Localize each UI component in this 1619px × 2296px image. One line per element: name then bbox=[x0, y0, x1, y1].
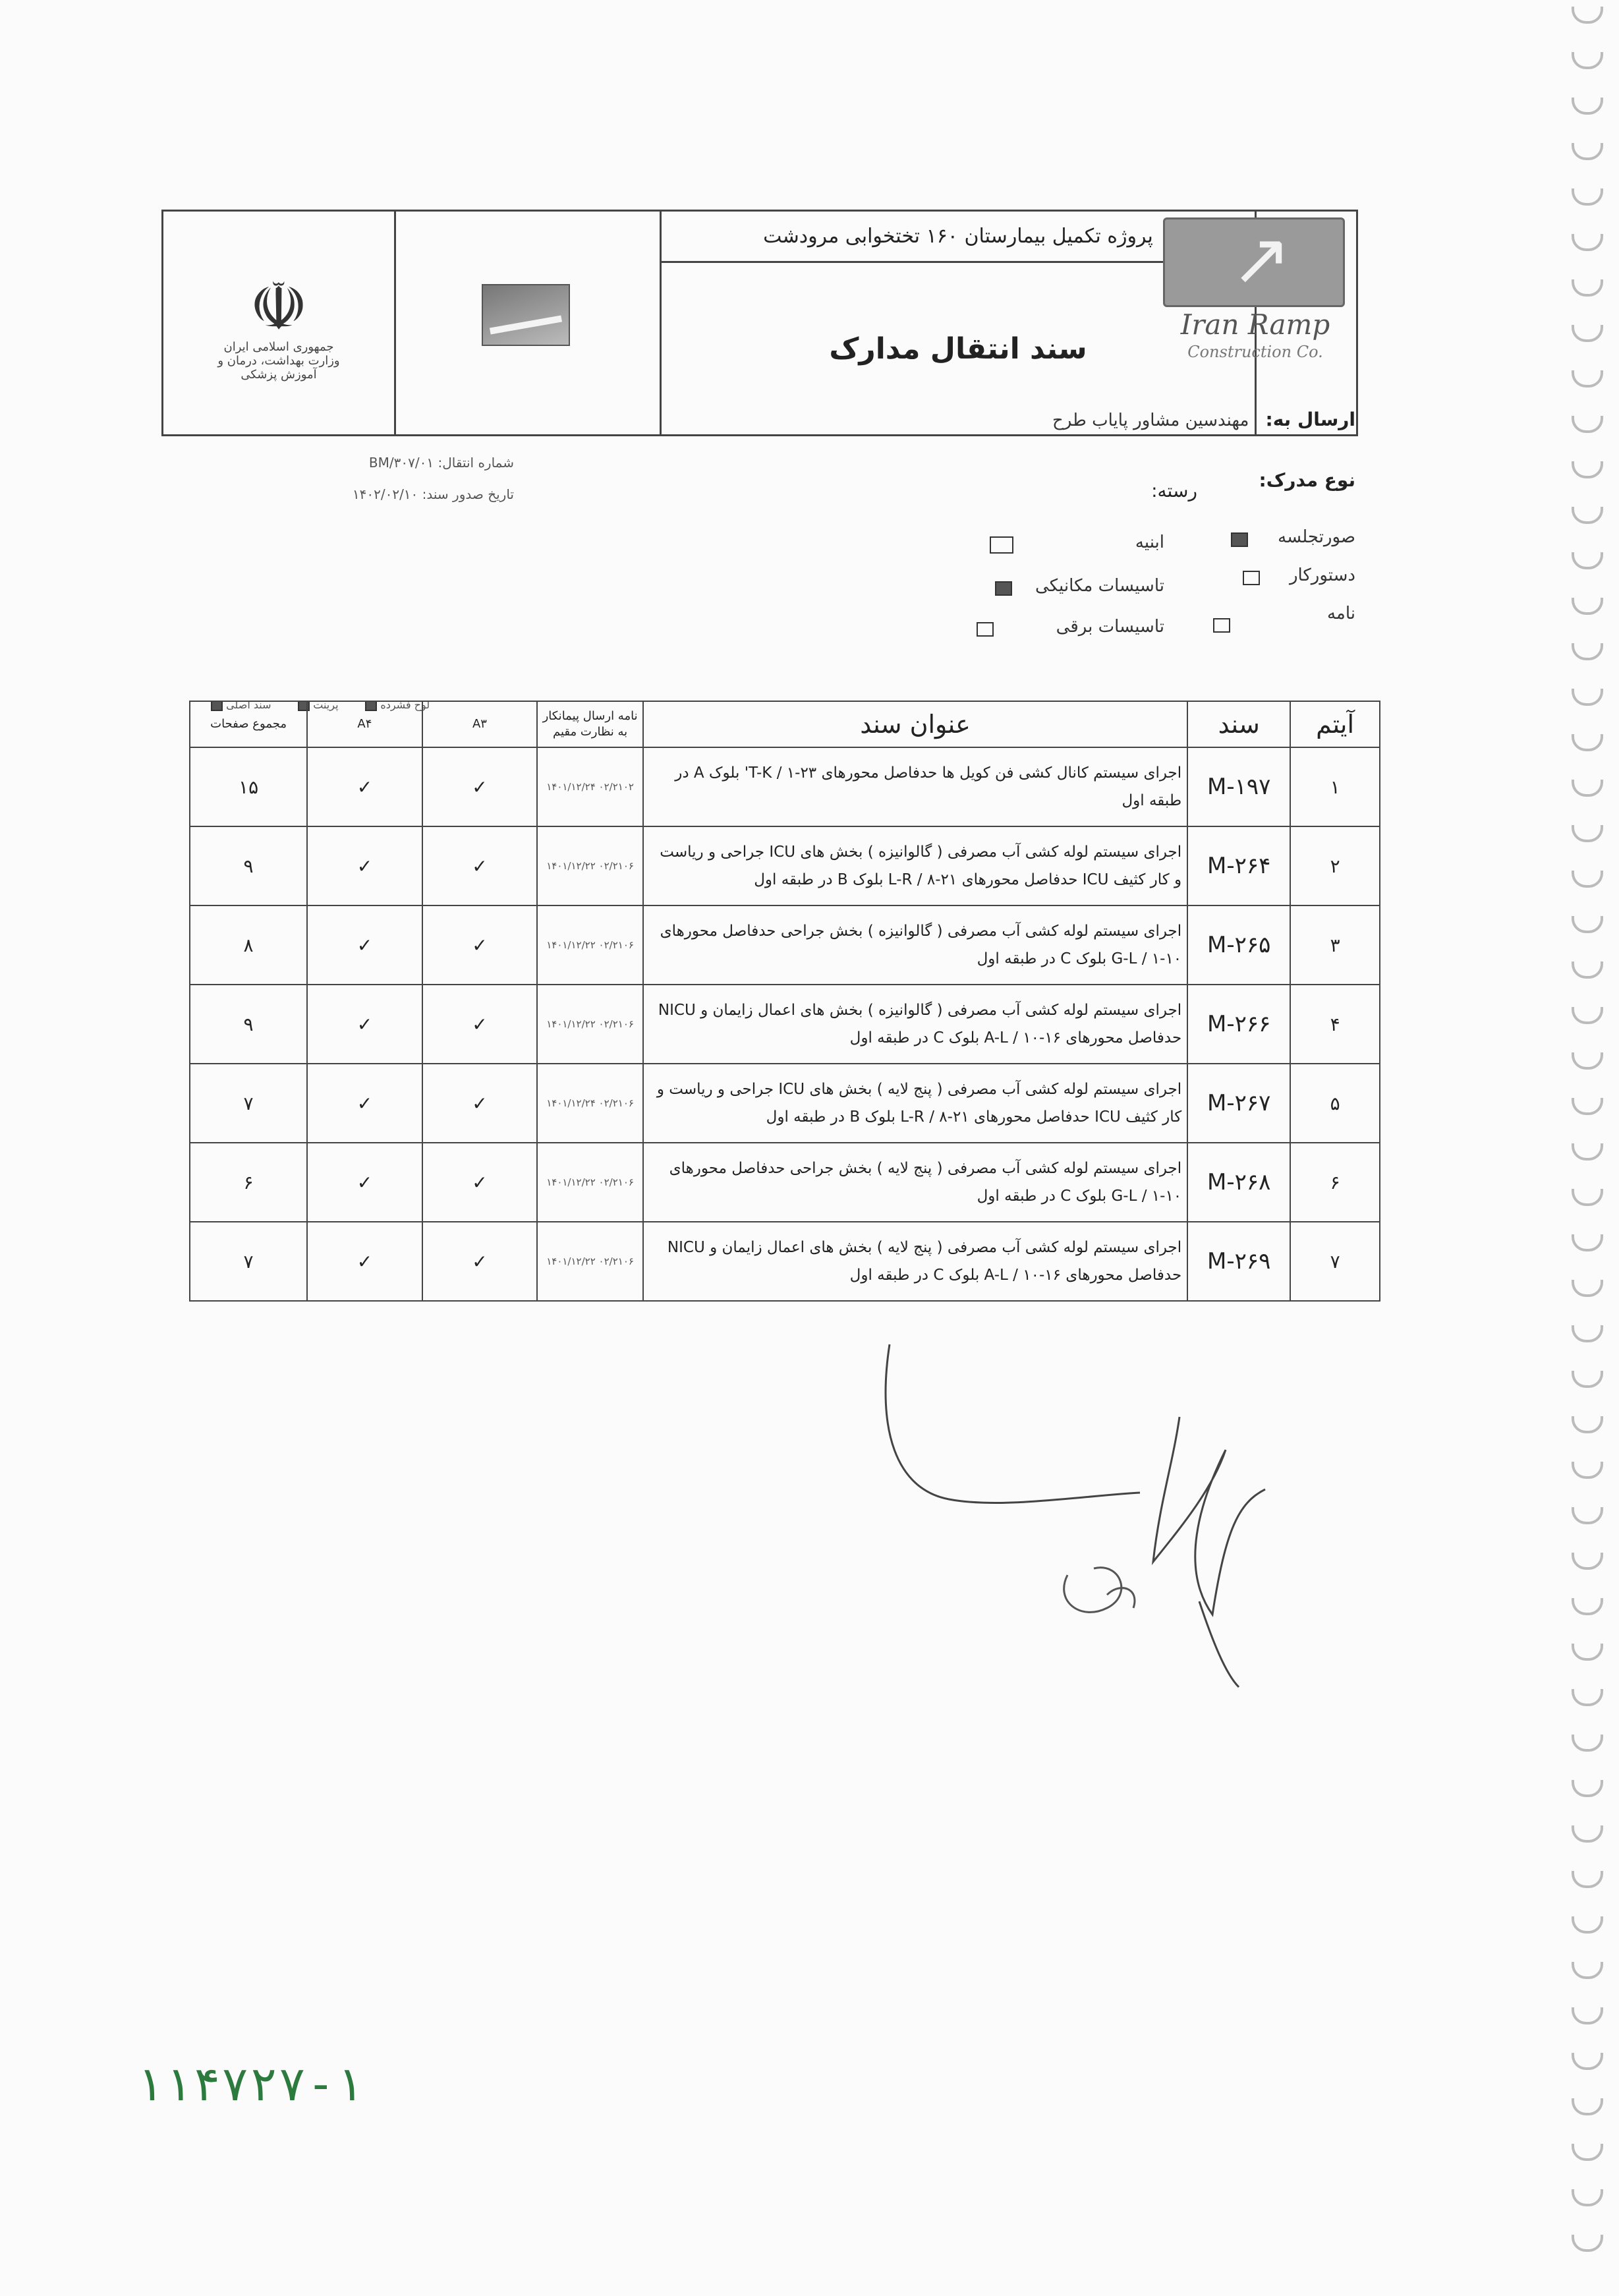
cell-a3: ✓ bbox=[422, 1143, 538, 1222]
cell-doc: M-۲۶۷ bbox=[1187, 1064, 1290, 1143]
cell-item: ۶ bbox=[1290, 1143, 1380, 1222]
header-title: عنوان سند bbox=[643, 701, 1187, 747]
binding-ring bbox=[1572, 370, 1603, 387]
discipline-options bbox=[874, 532, 1164, 658]
binding-ring bbox=[1572, 825, 1603, 842]
binding-ring bbox=[1572, 234, 1603, 251]
cell-pages: ۹ bbox=[190, 826, 307, 905]
cell-pages: ۷ bbox=[190, 1064, 307, 1143]
binding-ring bbox=[1572, 2053, 1603, 2070]
issue-date: تاریخ صدور سند: ۱۴۰۲/۰۲/۱۰ bbox=[352, 486, 514, 502]
table-row bbox=[190, 905, 1380, 985]
table-row bbox=[190, 1143, 1380, 1222]
legend-original: سند اصلی bbox=[226, 699, 271, 711]
cell-pages: ۶ bbox=[190, 1143, 307, 1222]
doc-type-option[interactable] bbox=[1210, 565, 1355, 604]
header-a3: A۳ bbox=[422, 701, 538, 747]
cell-a3: ✓ bbox=[422, 747, 538, 826]
binding-ring bbox=[1572, 961, 1603, 979]
header-item: آیتم bbox=[1290, 701, 1380, 747]
cell-doc: M-۲۶۵ bbox=[1187, 905, 1290, 985]
binding-ring bbox=[1572, 1689, 1603, 1706]
spacer bbox=[1210, 613, 1355, 639]
iran-ramp-logo-icon bbox=[1163, 217, 1345, 307]
binding-ring bbox=[1572, 1052, 1603, 1070]
cell-a4: ✓ bbox=[307, 905, 422, 985]
cell-letter: ۰۲/۲۱۰۶ ۱۴۰۱/۱۲/۲۲ bbox=[537, 905, 643, 985]
binding-ring bbox=[1572, 1598, 1603, 1615]
table-row bbox=[190, 985, 1380, 1064]
employer-logo-cell bbox=[396, 212, 662, 434]
cell-title: اجرای سیستم لوله کشی آب مصرفی ( پنج لایه ) بخش جراحی حدفاصل محورهای ۱۰-۱ / G-L بلوک C در طبقه اول bbox=[643, 1143, 1187, 1222]
legend-cd: لوح فشرده bbox=[380, 699, 430, 711]
cell-letter: ۰۲/۲۱۰۶ ۱۴۰۱/۱۲/۲۲ bbox=[537, 1222, 643, 1301]
binding-ring bbox=[1572, 2189, 1603, 2206]
cell-a4: ✓ bbox=[307, 826, 422, 905]
checkbox[interactable] bbox=[1243, 571, 1260, 585]
cell-item: ۳ bbox=[1290, 905, 1380, 985]
header-doc: سند bbox=[1187, 701, 1290, 747]
binding-ring bbox=[1572, 98, 1603, 115]
binding-ring bbox=[1572, 7, 1603, 24]
cell-title: اجرای سیستم لوله کشی آب مصرفی ( گالوانیزه ) بخش های ICU جراحی و ریاست و کار کثیف ICU حدفاصل محورهای ۲۱-۸ / L-R بلوک B در طبقه اول bbox=[643, 826, 1187, 905]
cell-title: اجرای سیستم لوله کشی آب مصرفی ( پنج لایه ) بخش های اعمال زایمان و NICU حدفاصل محورهای ۱۶-۱۰ / A-L بلوک C در طبقه اول bbox=[643, 1222, 1187, 1301]
binding-ring bbox=[1572, 1780, 1603, 1797]
send-to-row bbox=[1052, 409, 1355, 430]
binding-ring bbox=[1572, 1916, 1603, 1934]
cell-a3: ✓ bbox=[422, 985, 538, 1064]
discipline-option[interactable] bbox=[874, 617, 1164, 658]
cell-a4: ✓ bbox=[307, 747, 422, 826]
cell-a3: ✓ bbox=[422, 1222, 538, 1301]
binding-ring bbox=[1572, 1735, 1603, 1752]
company-sub: Construction Co. bbox=[1187, 343, 1323, 361]
table-row bbox=[190, 1064, 1380, 1143]
binding-ring bbox=[1572, 1234, 1603, 1251]
cell-letter: ۰۲/۲۱۰۶ ۱۴۰۱/۱۲/۲۲ bbox=[537, 1143, 643, 1222]
cell-letter: ۰۲/۲۱۰۶ ۱۴۰۱/۱۲/۲۲ bbox=[537, 826, 643, 905]
cell-a4: ✓ bbox=[307, 1064, 422, 1143]
cell-title: اجرای سیستم لوله کشی آب مصرفی ( پنج لایه ) بخش های ICU جراحی و ریاست و کار کثیف ICU حدفاصل محورهای ۲۱-۸ / L-R بلوک B در طبقه اول bbox=[643, 1064, 1187, 1143]
binding-ring bbox=[1572, 1007, 1603, 1024]
option-label: نامه bbox=[1326, 604, 1355, 623]
cell-letter: ۰۲/۲۱۰۶ ۱۴۰۱/۱۲/۲۲ bbox=[537, 985, 643, 1064]
binding-ring bbox=[1572, 143, 1603, 160]
table-header-row bbox=[190, 701, 1380, 747]
cell-item: ۲ bbox=[1290, 826, 1380, 905]
cell-a4: ✓ bbox=[307, 1143, 422, 1222]
checkbox[interactable] bbox=[977, 622, 994, 637]
binding-ring bbox=[1572, 1871, 1603, 1888]
send-to-label: ارسال به: bbox=[1265, 409, 1355, 430]
binding-ring bbox=[1572, 643, 1603, 660]
cell-doc: M-۲۶۹ bbox=[1187, 1222, 1290, 1301]
cell-a3: ✓ bbox=[422, 1064, 538, 1143]
checkbox-checked[interactable] bbox=[995, 581, 1012, 596]
binding-ring bbox=[1572, 1553, 1603, 1570]
signature bbox=[870, 1331, 1331, 1727]
binding-ring bbox=[1572, 552, 1603, 569]
binding-ring bbox=[1572, 1416, 1603, 1433]
binding-ring bbox=[1572, 279, 1603, 297]
cell-doc: M-۲۶۶ bbox=[1187, 985, 1290, 1064]
cell-a3: ✓ bbox=[422, 826, 538, 905]
binding-ring bbox=[1572, 1098, 1603, 1115]
option-label: صورتجلسه bbox=[1278, 527, 1355, 547]
option-label: تاسیسات برقی bbox=[1056, 617, 1164, 637]
company-name: Iran Ramp bbox=[1180, 308, 1330, 341]
binding-ring bbox=[1572, 1280, 1603, 1297]
cell-item: ۱ bbox=[1290, 747, 1380, 826]
cell-letter: ۰۲/۲۱۰۶ ۱۴۰۱/۱۲/۲۴ bbox=[537, 1064, 643, 1143]
employer-logo-icon bbox=[482, 284, 570, 346]
cell-pages: ۹ bbox=[190, 985, 307, 1064]
cell-a4: ✓ bbox=[307, 1222, 422, 1301]
cell-doc: M-۲۶۴ bbox=[1187, 826, 1290, 905]
cell-item: ۴ bbox=[1290, 985, 1380, 1064]
binding-ring bbox=[1572, 1962, 1603, 1979]
binding-ring bbox=[1572, 2235, 1603, 2252]
cell-a3: ✓ bbox=[422, 905, 538, 985]
binding-ring bbox=[1572, 1371, 1603, 1388]
binding-ring bbox=[1572, 325, 1603, 342]
iran-emblem-icon: ☫ جمهوری اسلامی ایران وزارت بهداشت، درمان و آموزش پزشکی bbox=[210, 274, 348, 382]
option-label: ابنیه bbox=[1135, 532, 1164, 552]
binding-ring bbox=[1572, 1325, 1603, 1342]
header-pages: مجموع صفحات bbox=[190, 701, 307, 747]
option-label: دستورکار bbox=[1289, 565, 1355, 585]
discipline-label: رسته: bbox=[1151, 480, 1197, 502]
option-label: تاسیسات مکانیکی bbox=[1035, 576, 1164, 596]
ministry-caption: وزارت بهداشت، درمان و آموزش پزشکی bbox=[217, 354, 340, 382]
binding-ring bbox=[1572, 507, 1603, 524]
doc-type-label: نوع مدرک: bbox=[1259, 469, 1355, 491]
binding-ring bbox=[1572, 689, 1603, 706]
binding-ring bbox=[1572, 1462, 1603, 1479]
binding-ring bbox=[1572, 1644, 1603, 1661]
cell-doc: M-۱۹۷ bbox=[1187, 747, 1290, 826]
gov-caption: جمهوری اسلامی ایران bbox=[223, 340, 334, 354]
binding-ring bbox=[1572, 2098, 1603, 2115]
table-row bbox=[190, 826, 1380, 905]
checkbox[interactable] bbox=[1213, 618, 1230, 633]
cell-title: اجرای سیستم کانال کشی فن کویل ها حدفاصل محورهای ۲۳-۱ / T-K' بلوک A در طبقه اول bbox=[643, 747, 1187, 826]
project-title: پروژه تکمیل بیمارستان ۱۶۰ تختخوابی مرودشت bbox=[662, 212, 1255, 263]
binding-ring bbox=[1572, 598, 1603, 615]
binding-ring bbox=[1572, 461, 1603, 478]
table-row bbox=[190, 747, 1380, 826]
binding-ring bbox=[1572, 2144, 1603, 2161]
table-row bbox=[190, 1222, 1380, 1301]
header-a4: A۴ bbox=[307, 701, 422, 747]
cell-pages: ۷ bbox=[190, 1222, 307, 1301]
binding-ring bbox=[1572, 1189, 1603, 1206]
send-to-value: مهندسین مشاور پایاب طرح bbox=[1052, 411, 1249, 430]
discipline-option[interactable] bbox=[874, 532, 1164, 576]
binding-ring bbox=[1572, 916, 1603, 933]
cell-letter: ۰۲/۲۱۰۲ ۱۴۰۱/۱۲/۲۴ bbox=[537, 747, 643, 826]
binding-ring bbox=[1572, 1143, 1603, 1161]
cell-item: ۷ bbox=[1290, 1222, 1380, 1301]
discipline-option[interactable] bbox=[874, 576, 1164, 617]
cell-title: اجرای سیستم لوله کشی آب مصرفی ( گالوانیزه ) بخش های اعمال زایمان و NICU حدفاصل محورهای ۱۶-۱۰ / A-L بلوک C در طبقه اول bbox=[643, 985, 1187, 1064]
cell-item: ۵ bbox=[1290, 1064, 1380, 1143]
binding-ring bbox=[1572, 52, 1603, 69]
binding-ring bbox=[1572, 416, 1603, 433]
binding-ring bbox=[1572, 734, 1603, 751]
binding-ring bbox=[1572, 871, 1603, 888]
handwritten-number: ۱۱۴۷۲۷-۱ bbox=[135, 2056, 364, 2111]
document-title: سند انتقال مدارک bbox=[829, 331, 1087, 366]
legend-print: پرینت bbox=[313, 699, 339, 711]
cell-title: اجرای سیستم لوله کشی آب مصرفی ( گالوانیزه ) بخش جراحی حدفاصل محورهای ۱۰-۱ / G-L بلوک C در طبقه اول bbox=[643, 905, 1187, 985]
binding-ring bbox=[1572, 188, 1603, 206]
cell-pages: ۸ bbox=[190, 905, 307, 985]
cell-a4: ✓ bbox=[307, 985, 422, 1064]
doc-type-option[interactable] bbox=[1210, 527, 1355, 565]
binding-ring bbox=[1572, 1825, 1603, 1843]
cell-doc: M-۲۶۸ bbox=[1187, 1143, 1290, 1222]
cell-pages: ۱۵ bbox=[190, 747, 307, 826]
header-letter: نامه ارسال پیمانکار به نظارت مقیم bbox=[537, 701, 643, 747]
government-logo-cell bbox=[163, 212, 396, 434]
binding-ring bbox=[1572, 780, 1603, 797]
checkbox-checked[interactable] bbox=[1231, 532, 1248, 547]
binding-ring bbox=[1572, 2007, 1603, 2024]
spiral-binding bbox=[1564, 0, 1603, 2296]
binding-ring bbox=[1572, 1507, 1603, 1524]
documents-table bbox=[189, 701, 1380, 1302]
transfer-number: شماره انتقال: BM/۳۰۷/۰۱ bbox=[368, 455, 514, 471]
checkbox[interactable] bbox=[990, 536, 1013, 554]
